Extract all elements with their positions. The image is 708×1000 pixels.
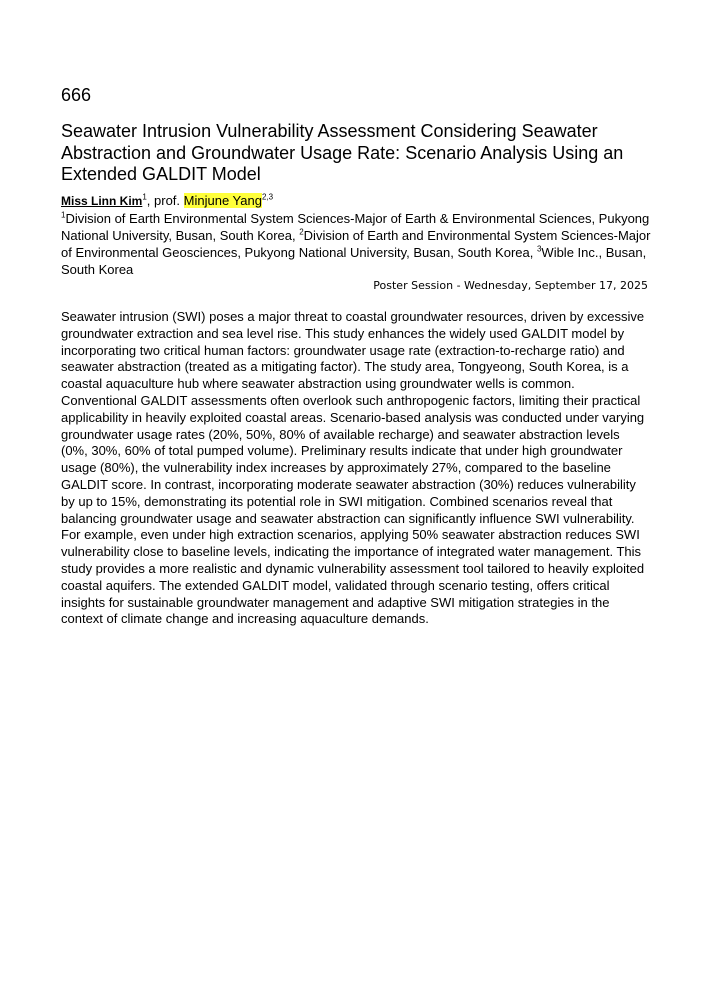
affiliations: [61, 210, 651, 278]
author-affiliation-marker: 2,3: [261, 192, 274, 202]
author-name-highlighted: Minjune Yang: [183, 193, 262, 208]
author-line: [61, 192, 273, 210]
session-info: Poster Session - Wednesday, September 17, 2025: [373, 279, 648, 292]
affiliation-text: Division of Earth and Environmental System Sciences-Major of Environmental Geosciences, Pukyong National University, Busan, South Korea,: [61, 228, 651, 260]
page-number: 666: [61, 85, 92, 105]
paper-title: Seawater Intrusion Vulnerability Assessment Considering Seawater Abstraction and Groundwater Usage Rate: Scenario Analysis Using an Extended GALDIT Model: [61, 121, 624, 184]
author-separator: , prof.: [146, 193, 184, 208]
affiliation-marker: 3: [536, 244, 542, 254]
abstract-body: Seawater intrusion (SWI) poses a major threat to coastal groundwater resources, driven by excessive groundwater extraction and sea level rise. This study enhances the widely used GALDIT model by incorporating two critical human factors: groundwater usage rate (extraction-to-recharge ratio) and seawater abstraction (treated as a mitigating factor). The study area, Tongyeong, South Korea, is a coastal aquaculture hub where seawater abstraction using groundwater wells is common. Conventional GALDIT assessments often overlook such anthropogenic factors, limiting their practical applicability in heavily exploited coastal areas. Scenario-based analysis was conducted under varying groundwater usage rates (20%, 50%, 80% of available recharge) and seawater abstraction levels (0%, 30%, 60% of total pumped volume). Preliminary results indicate that under high groundwater usage (80%), the vulnerability index increases by approximately 27%, compared to the baseline GALDIT score. In contrast, incorporating moderate seawater abstraction (30%) reduces vulnerability by up to 15%, demonstrating its potential role in SWI mitigation. Combined scenarios reveal that balancing groundwater usage and seawater abstraction can significantly influence SWI vulnerability. For example, even under high extraction scenarios, applying 50% seawater abstraction reduces SWI vulnerability close to baseline levels, indicating the importance of integrated water management. This study provides a more realistic and dynamic vulnerability assessment tool tailored to heavily exploited coastal aquifers. The extended GALDIT model, validated through scenario testing, offers critical insights for sustainable groundwater management and adaptive SWI mitigation strategies in the context of climate change and increasing aquaculture demands.: [61, 309, 645, 627]
affiliation-marker: 1: [61, 210, 66, 220]
author-affiliation-marker: 1: [142, 192, 147, 202]
affiliation-text: Division of Earth Environmental System Sciences-Major of Earth & Environmental Sciences, Pukyong National University, Busan, South Korea,: [61, 211, 650, 243]
author-name-presenting: Miss Linn Kim: [61, 194, 143, 208]
affiliation-text: Wible Inc., Busan, South Korea: [61, 245, 647, 277]
affiliation-marker: 2: [299, 227, 304, 237]
